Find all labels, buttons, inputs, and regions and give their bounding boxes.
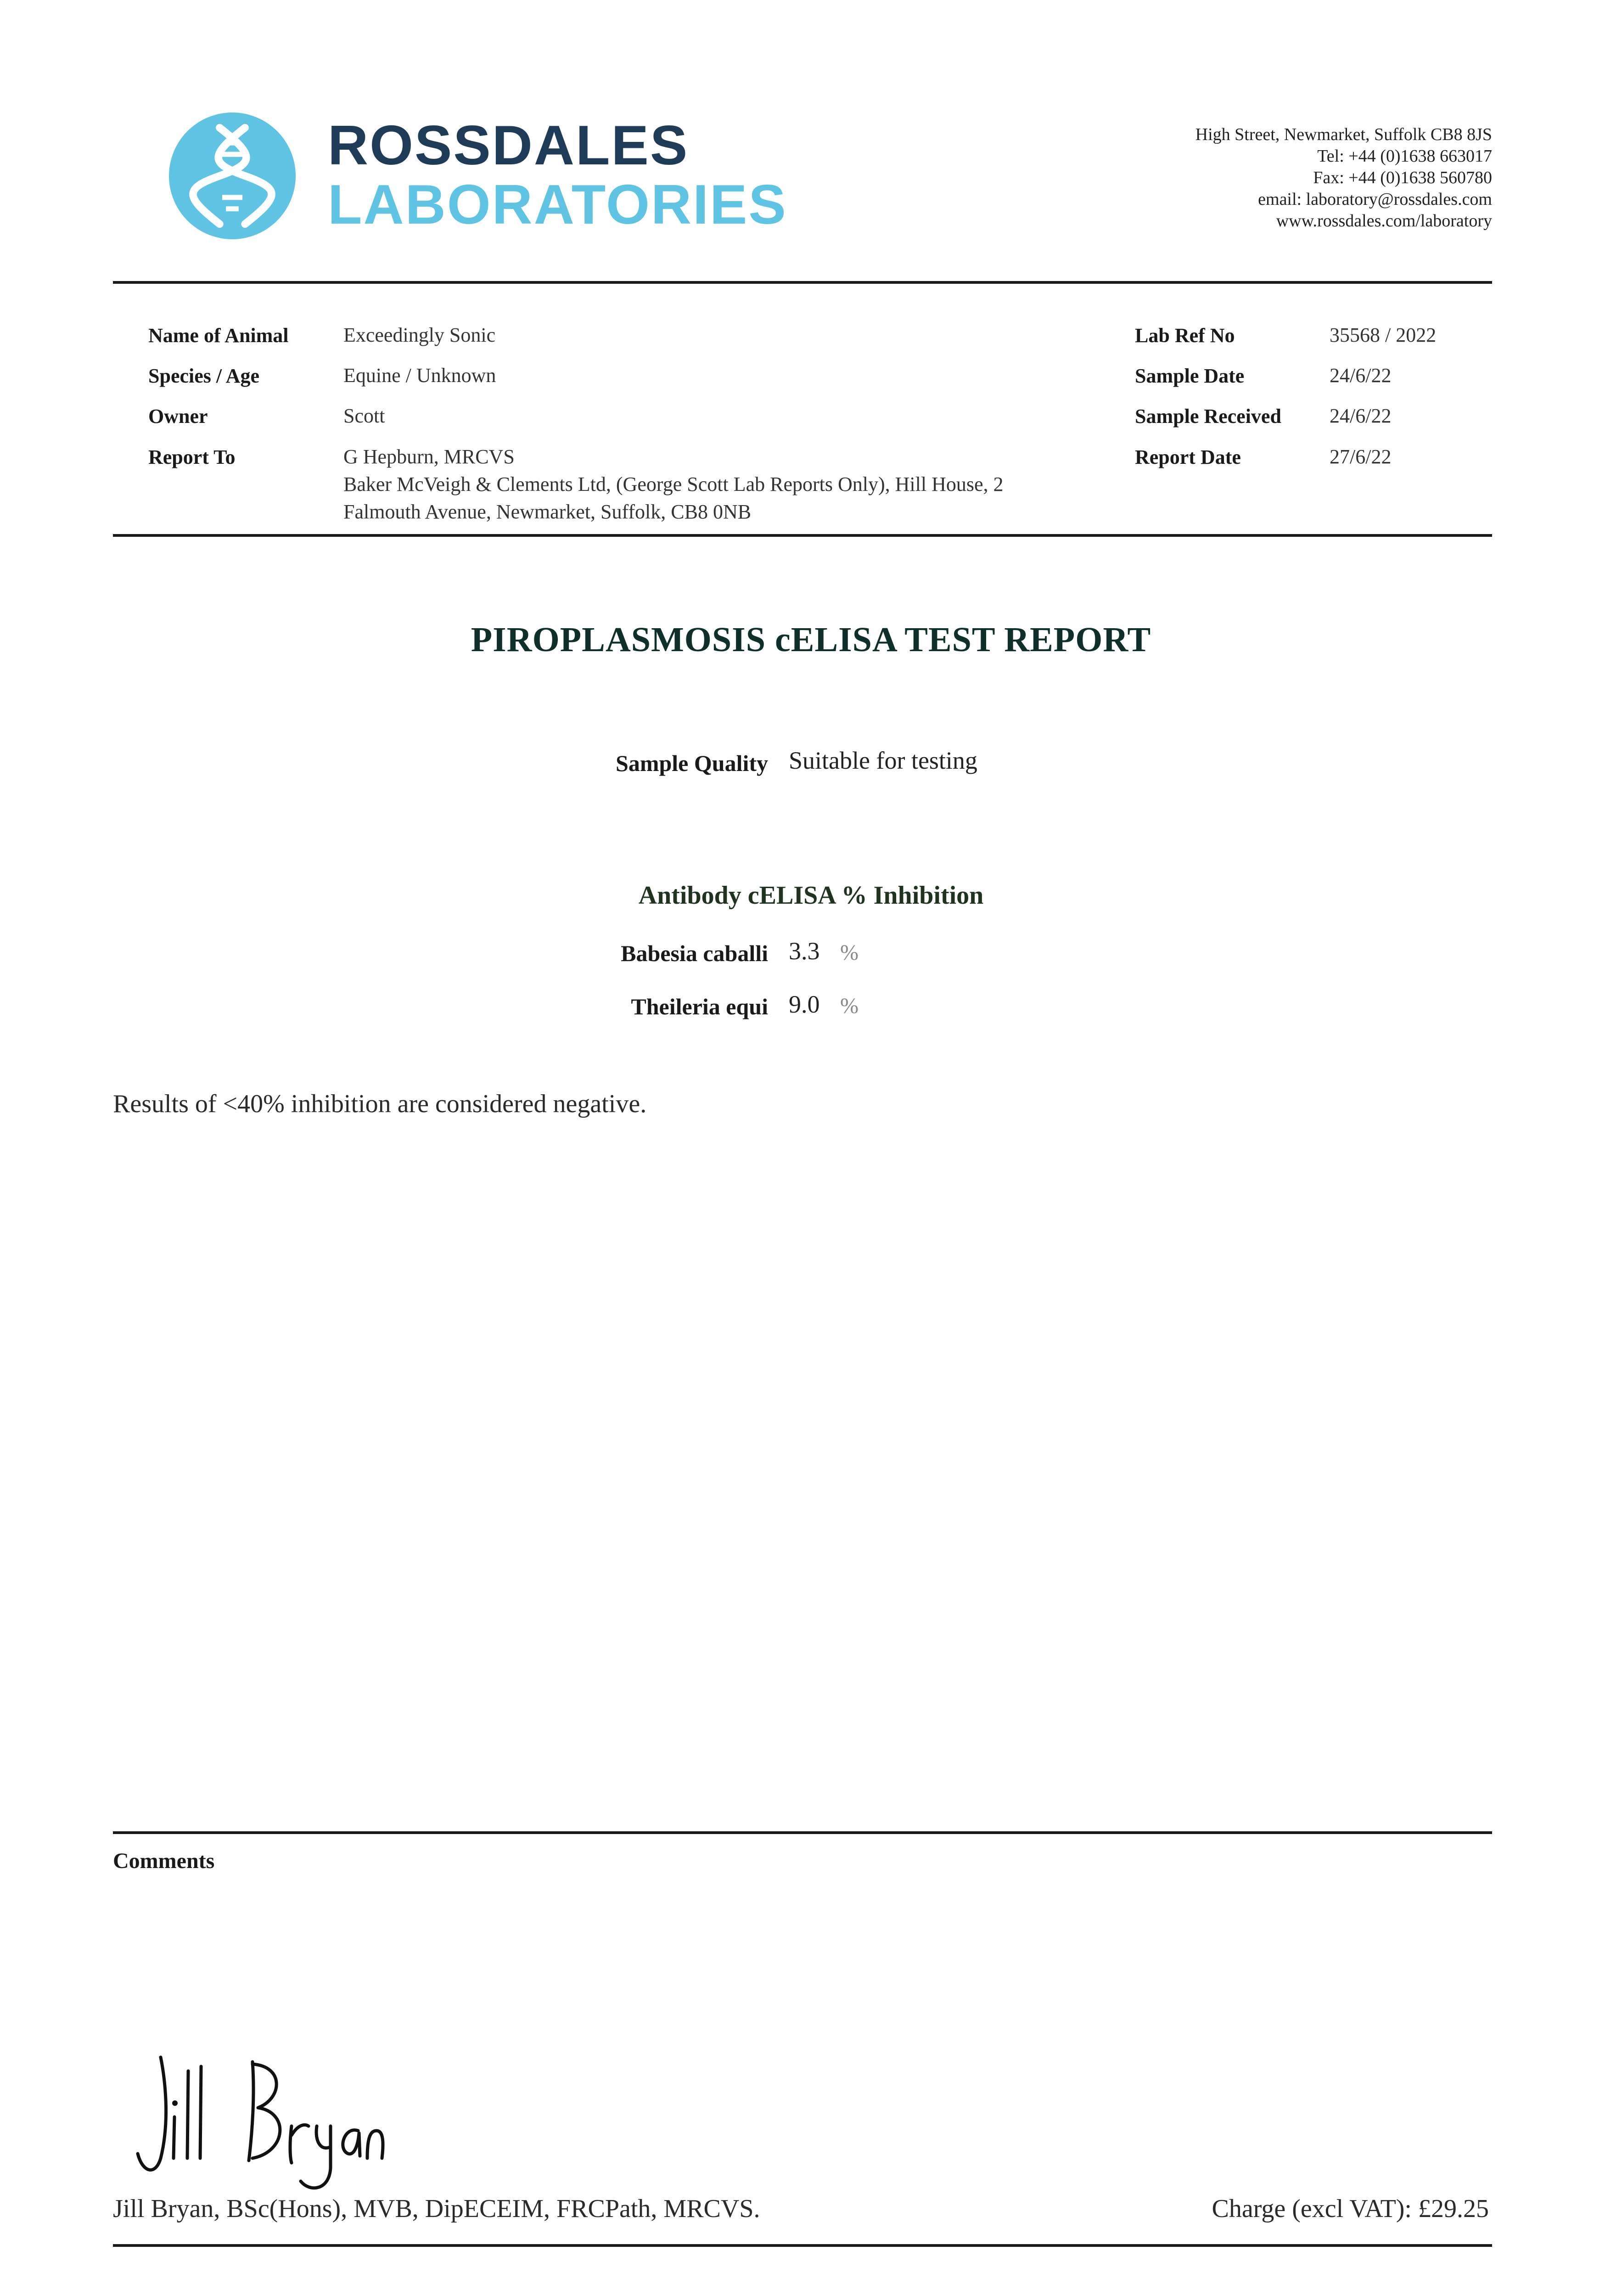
species-age-value: Equine / Unknown: [343, 364, 496, 387]
sample-received-label: Sample Received: [1135, 405, 1281, 428]
sample-received-value: 24/6/22: [1330, 405, 1392, 427]
sample-date-label: Sample Date: [1135, 365, 1245, 387]
comments-label: Comments: [113, 1849, 215, 1873]
email-link[interactable]: email: laboratory@rossdales.com: [1258, 190, 1492, 209]
theileria-equi-label: Theileria equi: [631, 994, 768, 1019]
report-to-label: Report To: [148, 446, 236, 468]
lab-ref-label: Lab Ref No: [1135, 324, 1235, 347]
babesia-caballi-value: 3.3: [789, 937, 820, 965]
name-of-animal-value: Exceedingly Sonic: [343, 324, 496, 346]
name-of-animal-label: Name of Animal: [148, 324, 289, 347]
address: High Street, Newmarket, Suffolk CB8 8JS: [1195, 125, 1492, 144]
interpretation-note: Results of <40% inhibition are considered negative.: [113, 1090, 647, 1118]
report-title: PIROPLASMOSIS cELISA TEST REPORT: [471, 620, 1151, 659]
sample-quality-value: Suitable for testing: [789, 747, 977, 774]
contact-block: [1195, 124, 1492, 232]
dna-logo-icon: [169, 113, 296, 239]
report-date-label: Report Date: [1135, 446, 1241, 468]
brand-name: ROSSDALES: [328, 114, 689, 176]
report-to-recipient: G Hepburn, MRCVS: [343, 445, 515, 468]
report-date-value: 27/6/22: [1330, 445, 1392, 468]
telephone: Tel: +44 (0)1638 663017: [1317, 146, 1492, 166]
babesia-caballi-label: Babesia caballi: [621, 940, 768, 966]
lab-ref-value: 35568 / 2022: [1330, 324, 1437, 346]
report-to-address-2: Falmouth Avenue, Newmarket, Suffolk, CB8 0NB: [343, 501, 752, 523]
signature-image: [129, 2043, 386, 2195]
charge-amount: Charge (excl VAT): £29.25: [1212, 2195, 1489, 2223]
comments-divider: [113, 1831, 1492, 1834]
brand-subtitle: LABORATORIES: [328, 173, 787, 236]
owner-value: Scott: [343, 405, 385, 427]
babesia-caballi-unit: %: [840, 940, 859, 965]
website-link[interactable]: www.rossdales.com/laboratory: [1276, 211, 1492, 231]
theileria-equi-value: 9.0: [789, 990, 820, 1018]
details-divider: [113, 534, 1492, 537]
sample-date-value: 24/6/22: [1330, 364, 1392, 387]
theileria-equi-unit: %: [840, 994, 859, 1018]
footer-divider: [113, 2244, 1492, 2247]
signatory-name: Jill Bryan, BSc(Hons), MVB, DipECEIM, FRCPath, MRCVS.: [113, 2195, 760, 2223]
antibody-section-title: Antibody cELISA % Inhibition: [638, 881, 984, 910]
report-to-value: [343, 443, 1004, 526]
sample-quality-label: Sample Quality: [616, 750, 768, 776]
report-to-address-1: Baker McVeigh & Clements Ltd, (George Scott Lab Reports Only), Hill House, 2: [343, 473, 1004, 495]
header-divider: [113, 281, 1492, 284]
fax: Fax: +44 (0)1638 560780: [1313, 168, 1492, 187]
species-age-label: Species / Age: [148, 365, 259, 387]
owner-label: Owner: [148, 405, 208, 428]
